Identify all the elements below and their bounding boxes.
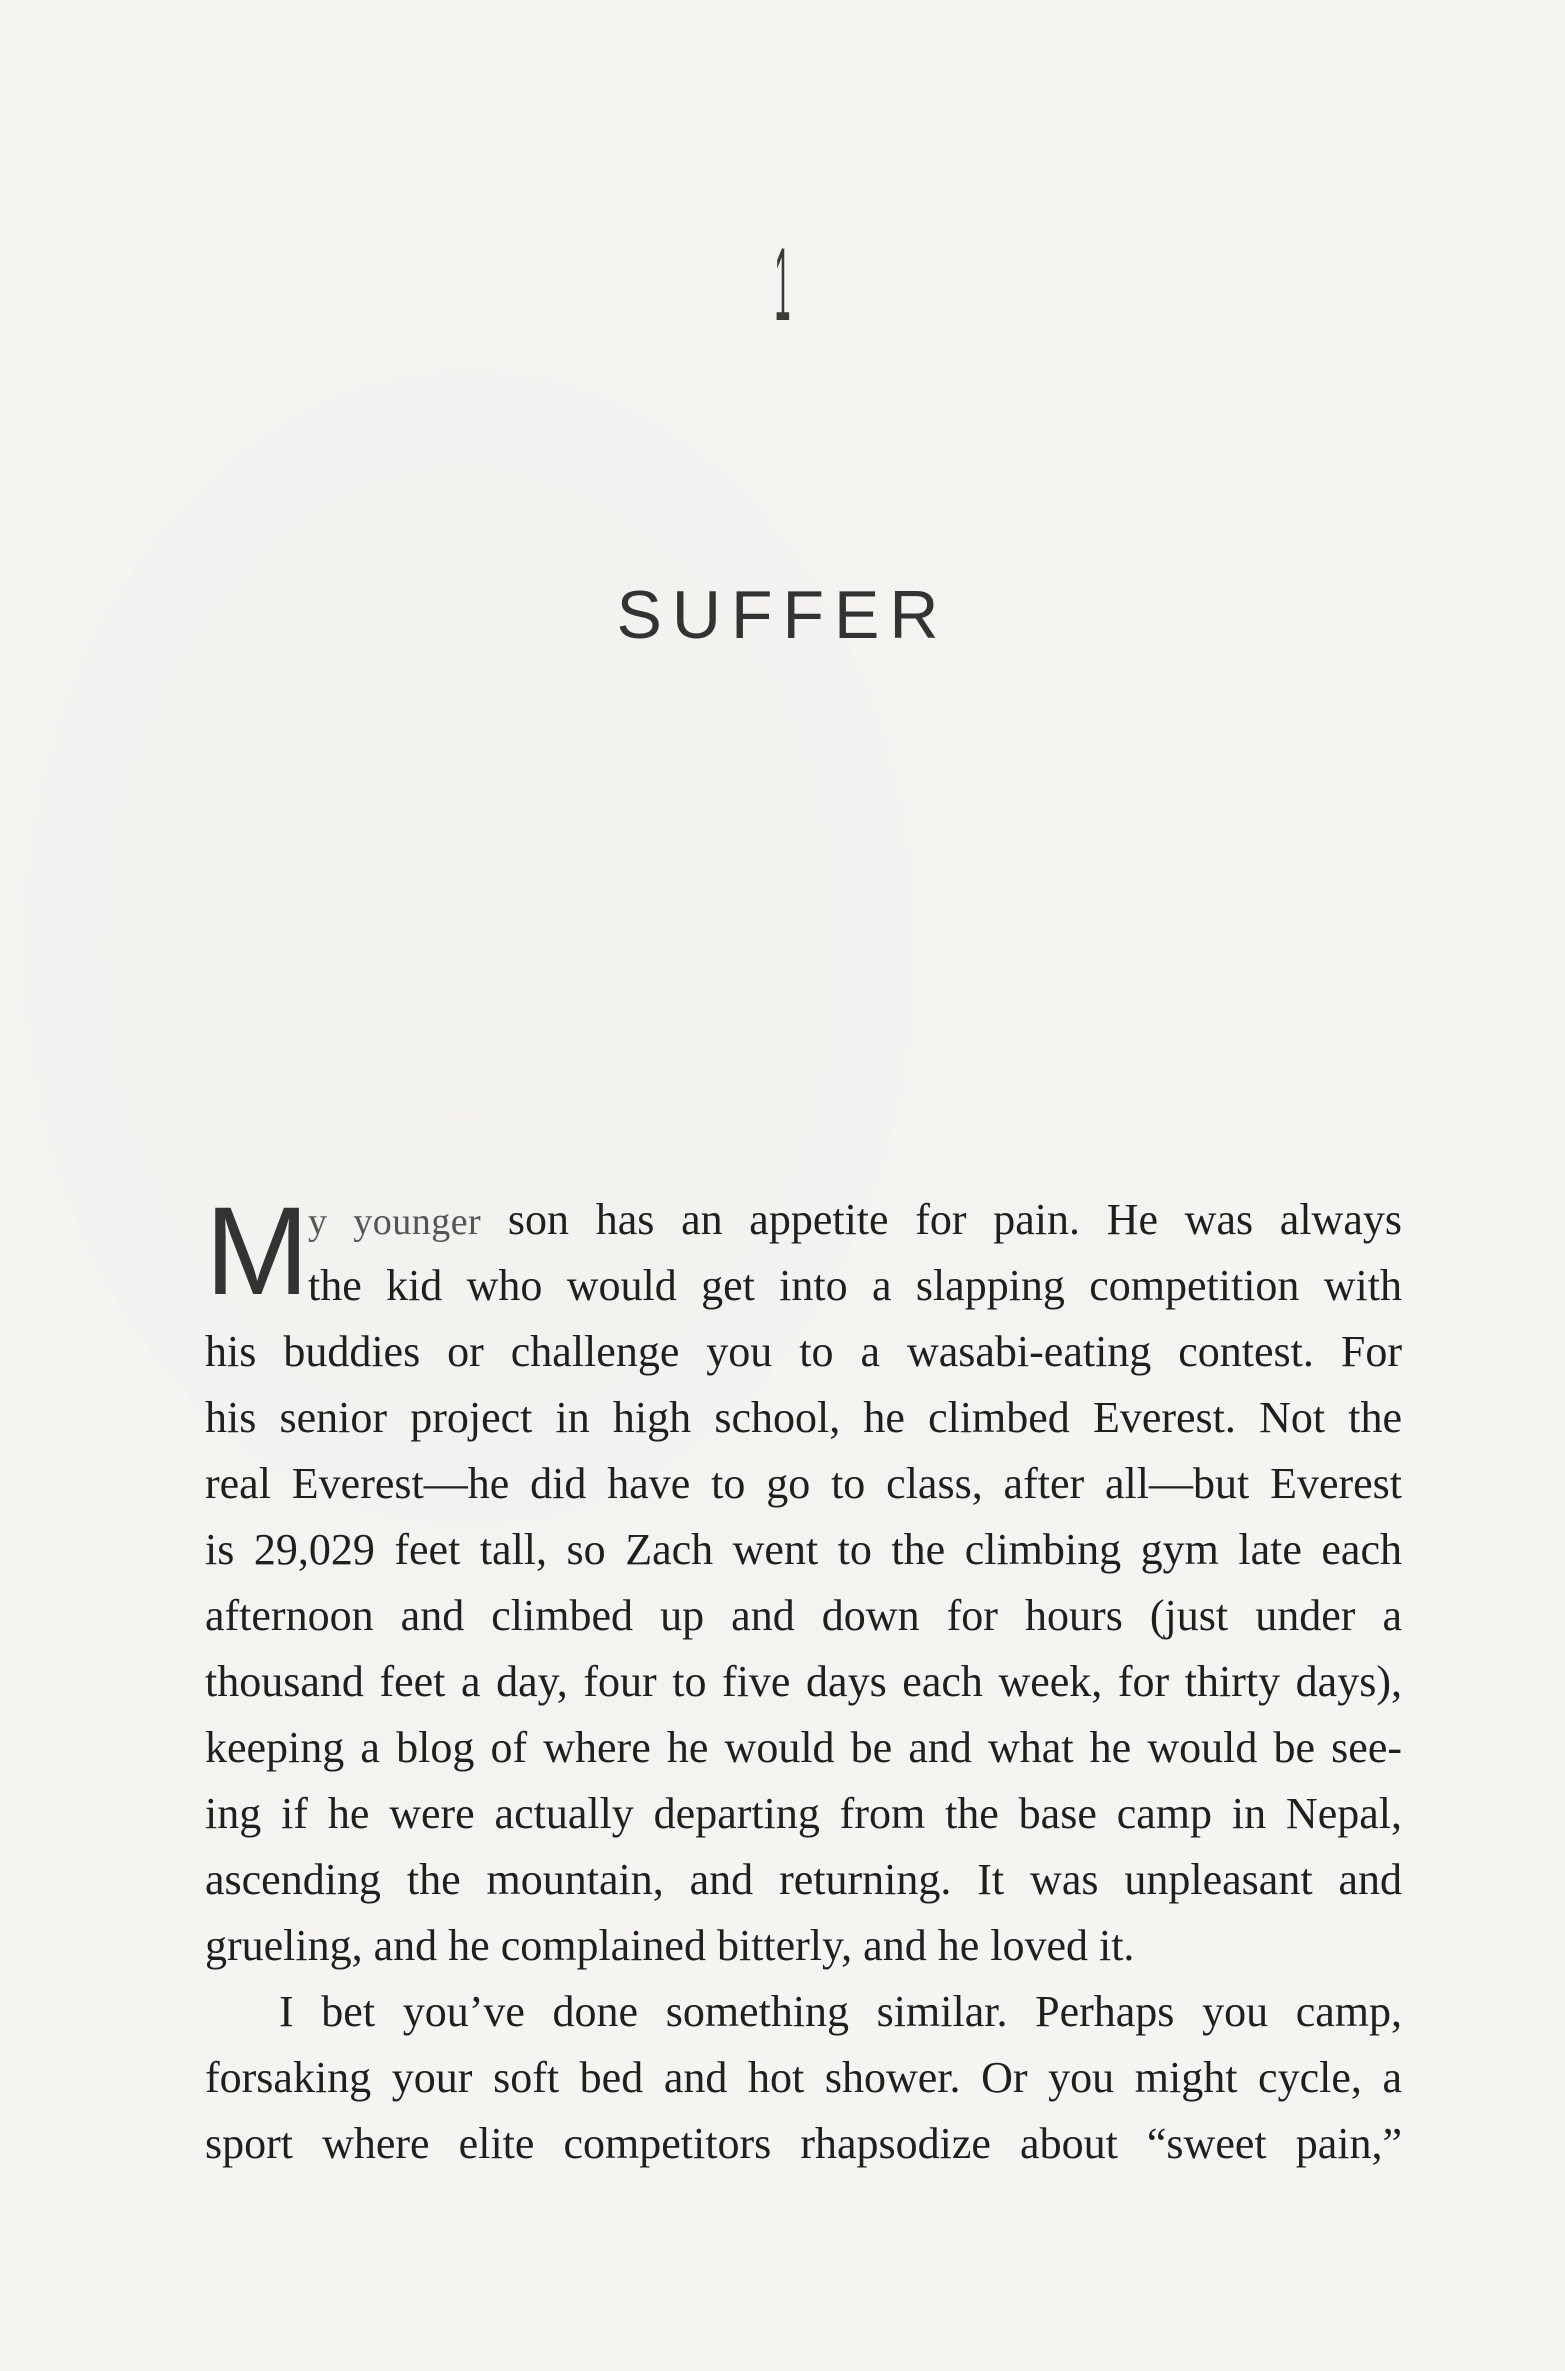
text-line: keeping a blog of where he would be and what he would be see- xyxy=(205,1723,1402,1772)
text-line xyxy=(205,1187,1402,1253)
text-line: ascending the mountain, and returning. It was unpleasant and xyxy=(205,1855,1402,1904)
text-line: forsaking your soft bed and hot shower. Or you might cycle, a xyxy=(205,2053,1402,2102)
text-line: ing if he were actually departing from the base camp in Nepal, xyxy=(205,1789,1402,1838)
text-line: is 29,029 feet tall, so Zach went to the climbing gym late each xyxy=(205,1525,1402,1574)
paragraph-1 xyxy=(205,1182,1402,1979)
lead-in: y younger xyxy=(308,1201,482,1243)
chapter-number: 1 xyxy=(774,227,791,343)
text-line: thousand feet a day, four to five days each week, for thirty days), xyxy=(205,1657,1402,1706)
text-line: afternoon and climbed up and down for hours (just under a xyxy=(205,1591,1402,1640)
text-line: his senior project in high school, he climbed Everest. Not the xyxy=(205,1393,1402,1442)
chapter-title: SUFFER xyxy=(616,577,949,653)
text-line-content: son has an appetite for pain. He was always xyxy=(481,1195,1402,1244)
text-line: real Everest—he did have to go to class, after all—but Everest xyxy=(205,1459,1402,1508)
text-line: his buddies or challenge you to a wasabi-eating contest. For xyxy=(205,1327,1402,1376)
text-line: the kid who would get into a slapping competition with xyxy=(308,1261,1402,1310)
text-line: grueling, and he complained bitterly, and he loved it. xyxy=(205,1921,1135,1970)
body-text xyxy=(205,1182,1402,2177)
text-line: sport where elite competitors rhapsodize about “sweet pain,” xyxy=(205,2119,1402,2168)
text-line: I bet you’ve done something similar. Perhaps you camp, xyxy=(279,1987,1402,2036)
drop-cap: M xyxy=(205,1182,310,1321)
paragraph-2 xyxy=(205,1979,1402,2177)
